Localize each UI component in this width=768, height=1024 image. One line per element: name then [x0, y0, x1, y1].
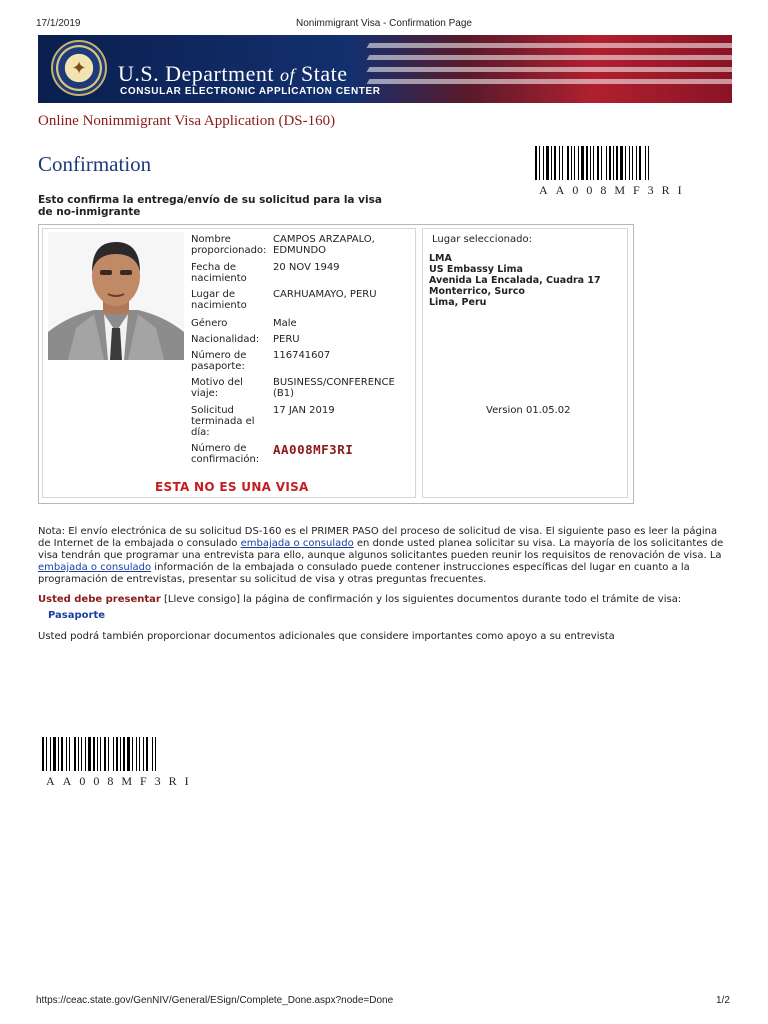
field-label: Fecha de nacimiento [191, 262, 247, 284]
field-value: CAMPOS ARZAPALO, EDMUNDO [273, 234, 375, 256]
field-value: CARHUAMAYO, PERU [273, 289, 377, 300]
form-version: Version 01.05.02 [486, 405, 571, 416]
field-label: Nombre proporcionado: [191, 234, 267, 256]
print-date: 17/1/2019 [36, 18, 81, 29]
confirmation-intro: Esto confirma la entrega/envío de su solicitud para la visa de no-inmigrante [38, 194, 382, 218]
field-value: 116741607 [273, 350, 331, 361]
barcode-bars [42, 737, 220, 771]
eagle-icon: ✦ [71, 57, 87, 79]
page-number: 1/2 [716, 995, 730, 1006]
field-label: Nacionalidad: [191, 334, 260, 345]
page-title: Confirmation [38, 152, 152, 176]
field-label: Número de confirmación: [191, 443, 260, 465]
additional-documents-text: Usted podrá también proporcionar documentos adicionales que considere importantes como apoyo a su entrevista [38, 631, 615, 642]
field-label: Género [191, 318, 228, 329]
field-value: 17 JAN 2019 [273, 405, 335, 416]
field-value: PERU [273, 334, 300, 345]
field-label: Solicitud terminada el día: [191, 405, 255, 438]
page-url: https://ceac.state.gov/GenNIV/General/ESign/Complete_Done.aspx?node=Done [36, 995, 394, 1006]
not-a-visa-notice: ESTA NO ES UNA VISA [155, 480, 309, 494]
barcode-top [535, 146, 713, 198]
field-label: Lugar de nacimiento [191, 289, 247, 311]
selected-location-address [429, 253, 601, 308]
barcode-bottom [42, 737, 220, 789]
required-documents-text: Usted debe presentar [Lleve consigo] la página de confirmación y los siguientes documentos durante todo el trámite de visa: [38, 594, 682, 605]
barcode-bottom-text: AA008MF3RI [46, 774, 197, 788]
confirmation-number: AA008MF3RI [273, 442, 354, 457]
location-line: Avenida La Encalada, Cuadra 17 [429, 275, 601, 286]
field-value: Male [273, 318, 297, 329]
embassy-consulate-link-2[interactable]: embajada o consulado [38, 562, 152, 573]
location-line: US Embassy Lima [429, 264, 523, 275]
ceac-subtitle: CONSULAR ELECTRONIC APPLICATION CENTER [120, 86, 381, 97]
barcode-bars [535, 146, 713, 180]
department-banner [38, 35, 732, 103]
document-item-passport: Pasaporte [48, 610, 106, 621]
field-value: 20 NOV 1949 [273, 262, 340, 273]
barcode-top-text: AA008MF3RI [539, 183, 690, 197]
field-label: Motivo del viaje: [191, 377, 243, 399]
department-name: U.S. Department of State [118, 61, 348, 86]
print-title: Nonimmigrant Visa - Confirmation Page [295, 18, 472, 29]
next-steps-note: Nota: El envío electrónica de su solicitud DS-160 es el PRIMER PASO del proceso de solicitud de visa. El siguiente paso es leer la página de Internet de la embajada o consulado embajada o consulado en donde usted planea solicitar su visa. La mayoría de los solicitantes de visa tendrán que programar una entrevista para ello, aunque algunos solicitantes pueden reunir los requisitos de renovación de visa. La embajada o consulado información de la embajada o consulado puede contener instrucciones específicas del lugar en cuanto a la programación de entrevistas, presentar su solicitud de visa y otras preguntas frecuentes. [38, 526, 724, 585]
field-label: Número de pasaporte: [191, 350, 247, 372]
applicant-photo [48, 232, 184, 360]
location-line: LMA [429, 253, 452, 264]
location-line: Monterrico, Surco [429, 286, 525, 297]
field-value: BUSINESS/CONFERENCE (B1) [273, 377, 395, 399]
location-line: Lima, Peru [429, 297, 487, 308]
application-title: Online Nonimmigrant Visa Application (DS-160) [38, 113, 336, 129]
embassy-consulate-link[interactable]: embajada o consulado [240, 538, 354, 549]
selected-location-label: Lugar seleccionado: [432, 234, 532, 245]
